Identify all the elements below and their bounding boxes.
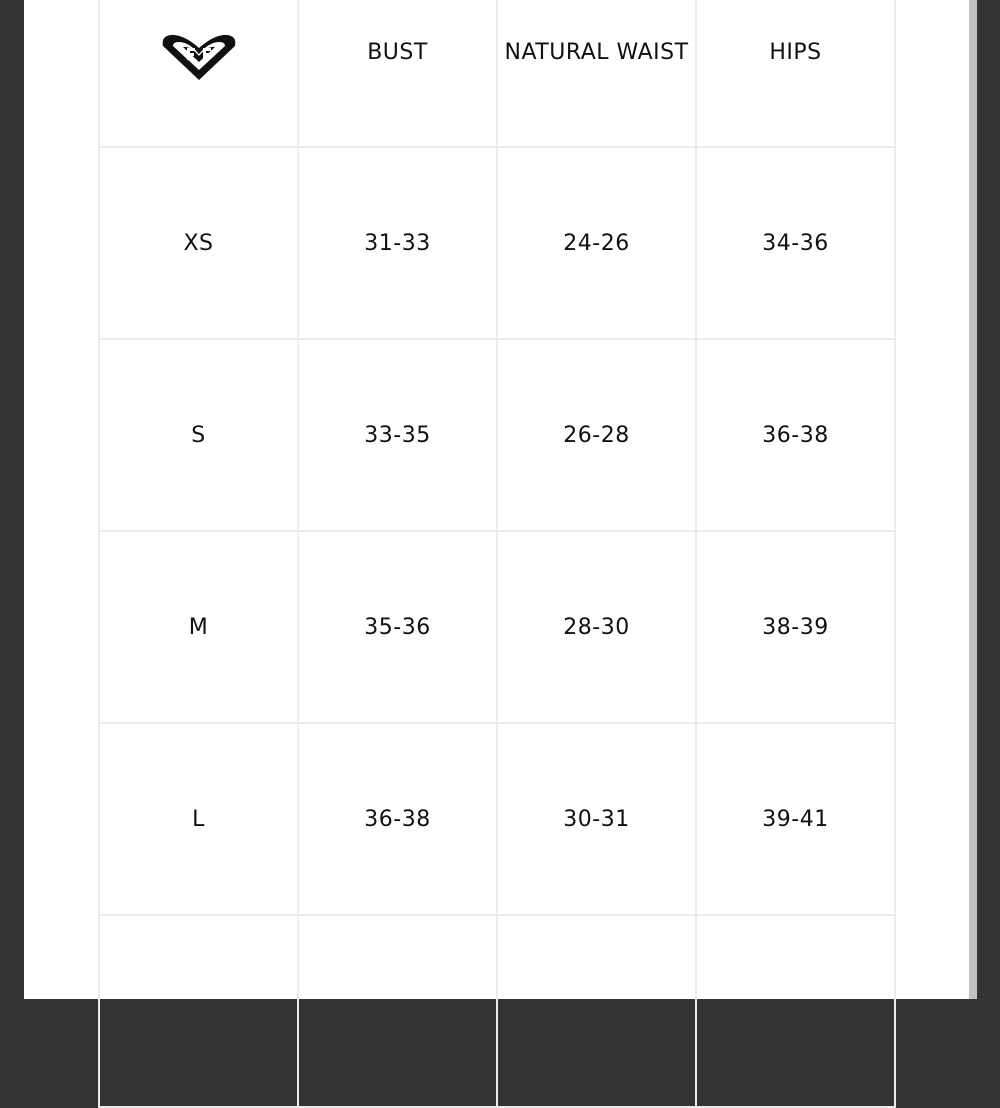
bust-cell: 36-38 — [298, 723, 497, 915]
size-cell — [99, 915, 298, 1107]
waist-cell: 28-30 — [497, 531, 696, 723]
bust-cell: 35-36 — [298, 531, 497, 723]
bust-cell: 33-35 — [298, 339, 497, 531]
header-natural-waist: NATURAL WAIST — [497, 0, 696, 147]
roxy-heart-logo-icon — [159, 32, 239, 82]
size-cell: S — [99, 339, 298, 531]
table-row — [99, 915, 895, 1107]
header-row — [99, 0, 895, 147]
waist-cell: 24-26 — [497, 147, 696, 339]
header-hips: HIPS — [696, 0, 895, 147]
bust-cell — [298, 915, 497, 1107]
scrollbar-thumb[interactable] — [969, 0, 977, 999]
table-row — [99, 147, 895, 339]
bust-cell: 31-33 — [298, 147, 497, 339]
waist-cell: 30-31 — [497, 723, 696, 915]
waist-cell — [497, 915, 696, 1107]
table-row — [99, 339, 895, 531]
table-row — [99, 723, 895, 915]
hips-cell — [696, 915, 895, 1107]
hips-cell: 39-41 — [696, 723, 895, 915]
hips-cell: 36-38 — [696, 339, 895, 531]
waist-cell: 26-28 — [497, 339, 696, 531]
size-cell: XS — [99, 147, 298, 339]
header-bust: BUST — [298, 0, 497, 147]
hips-cell: 34-36 — [696, 147, 895, 339]
hips-cell: 38-39 — [696, 531, 895, 723]
table-row — [99, 531, 895, 723]
logo-cell — [99, 0, 298, 147]
size-cell: L — [99, 723, 298, 915]
size-cell: M — [99, 531, 298, 723]
size-chart-table — [98, 0, 896, 1108]
